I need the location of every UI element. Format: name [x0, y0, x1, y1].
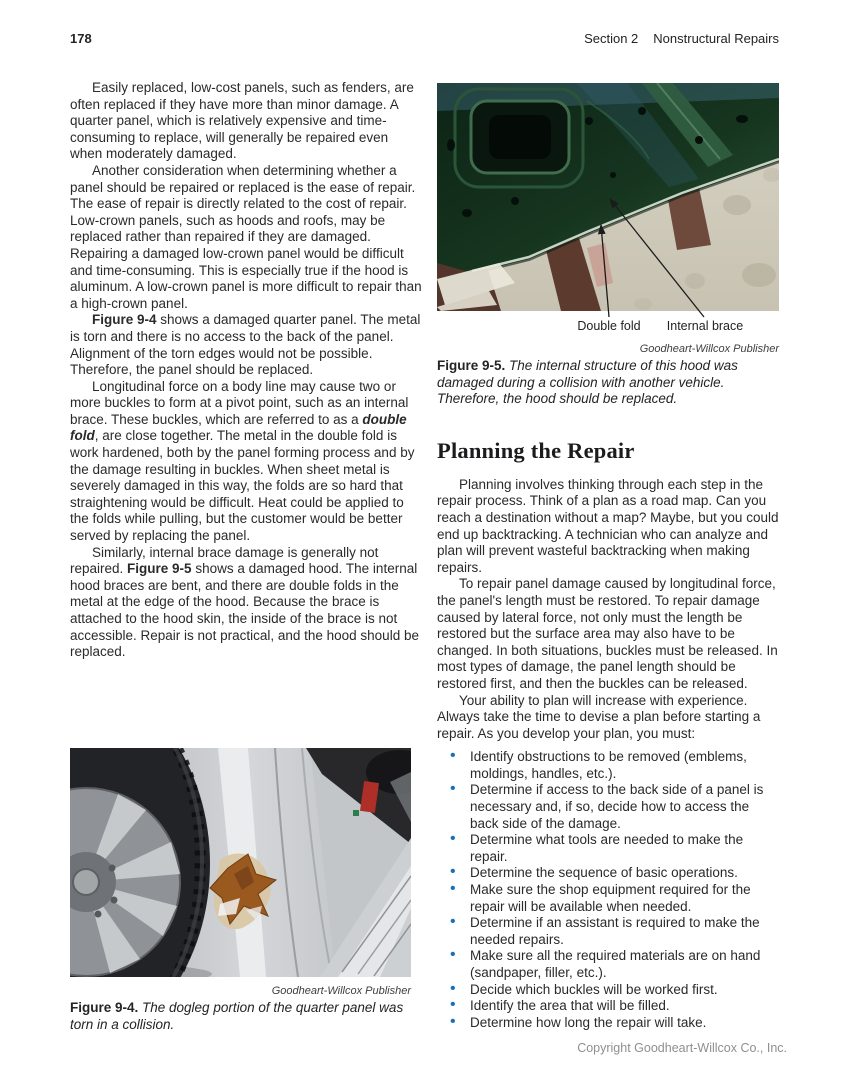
list-item: • Identify the area that will be filled.	[450, 998, 779, 1015]
list-item: • Determine the sequence of basic operations.	[450, 865, 779, 882]
paragraph: Longitudinal force on a body line may cause two or more buckles to form at a pivot point, such as an internal brace. These buckles, which are referred to as a double fold, are close together. The metal in the double fold is work hardened, both by the panel forming process and by the damage resulting in buckles. When sheet metal is severely damaged in this way, the folds are so hard that straightening would be difficult. Heat could be applied to the folds while pulling, but the customer would be better served by replacing the panel.	[70, 378, 415, 544]
page-header	[70, 31, 779, 46]
list-item: • Decide which buckles will be worked first.	[450, 982, 779, 999]
list-item: • Determine if access to the back side of a panel is necessary and, if so, decide how to access the back side of the damage.	[450, 782, 779, 832]
left-column	[70, 80, 422, 661]
list-item: • Determine what tools are needed to make the repair.	[450, 832, 779, 865]
figure-9-5	[437, 83, 779, 408]
paragraph: Your ability to plan will increase with experience. Always take the time to devise a plan before starting a repair. As you develop your plan, you must:	[437, 692, 761, 741]
caption-label: Figure 9-4.	[70, 1000, 139, 1015]
list-item: • Determine how long the repair will take.	[450, 1015, 779, 1032]
figure-9-4	[70, 748, 411, 1033]
hood-photo	[437, 83, 779, 335]
running-head	[584, 31, 779, 46]
list-item: • Identify obstructions to be removed (emblems, moldings, handles, etc.).	[450, 749, 779, 782]
figure-9-4-caption: Figure 9-4. The dogleg portion of the quarter panel was torn in a collision.	[70, 1000, 404, 1032]
paragraph: Planning involves thinking through each step in the repair process. Think of a plan as a road map. Can you reach a destination without a map? Maybe, but you could end up backtracking. A technician who can analyze and plan will prevent wasteful backtracking when making repairs.	[437, 476, 779, 575]
list-item: • Determine if an assistant is required to make the needed repairs.	[450, 915, 779, 948]
paragraph: Another consideration when determining whether a panel should be repaired or replaced is the ease of repair. The ease of repair is directly related to the cost of repair. Low-crown panels, such as hoods and roofs, may be replaced rather than repaired if they are damaged. Repairing a damaged low-crown panel would be difficult and time-consuming. This is especially true if the hood is aluminum. A low-crown panel is more difficult to repair than a high-crown panel.	[70, 162, 422, 311]
page-number: 178	[70, 31, 92, 46]
internal-brace-label: Internal brace	[666, 319, 744, 333]
planning-checklist	[437, 749, 779, 1031]
photo-credit: Goodheart-Willcox Publisher	[639, 343, 779, 355]
section-number: Section 2	[584, 31, 639, 46]
figure-9-5-caption: Figure 9-5. The internal structure of this hood was damaged during a collision with another vehicle. Therefore, the hood should be replaced.	[437, 358, 738, 407]
paragraph: Similarly, internal brace damage is generally not repaired. Figure 9-5 shows a damaged hood. The internal hood braces are bent, and there are double folds in the metal at the edge of the hood. Because the brace is attached to the hood skin, the inside of the brace is not accessible. Repair is not practical, and the hood should be replaced.	[70, 544, 419, 660]
double-fold-label: Double fold	[577, 319, 641, 333]
list-item: • Make sure the shop equipment required for the repair will be available when needed.	[450, 882, 779, 915]
right-column	[437, 83, 779, 1031]
figure-reference: Figure 9-5	[127, 561, 192, 577]
paragraph: Figure 9-4 shows a damaged quarter panel. The metal is torn and there is no access to the back of the panel. Alignment of the torn edges would not be possible. Therefore, the panel should be replaced.	[70, 312, 421, 378]
caption-label: Figure 9-5.	[437, 358, 506, 373]
photo-credit: Goodheart-Willcox Publisher	[271, 985, 411, 997]
paragraph: To repair panel damage caused by longitudinal force, the panel's length must be restored. To repair damage caused by lateral force, not only must the length be restored but the surface area may also have to be changed. In both situations, buckles must be released. In most types of damage, the panel length should be restored first, and then the buckles can be released.	[437, 576, 778, 691]
paragraph: Easily replaced, low-cost panels, such as fenders, are often replaced if they have more than minor damage. A quarter panel, which is relatively expensive and time-consuming to replace, will generally be repaired even when moderately damaged.	[70, 80, 414, 162]
quarter-panel-photo	[70, 748, 411, 977]
list-item: • Make sure all the required materials are on hand (sandpaper, filler, etc.).	[450, 948, 779, 981]
figure-reference: Figure 9-4	[92, 312, 157, 328]
section-title: Nonstructural Repairs	[653, 31, 779, 46]
section-heading: Planning the Repair	[437, 437, 635, 463]
key-term: double fold	[70, 411, 407, 444]
copyright-line: Copyright Goodheart-Willcox Co., Inc.	[577, 1041, 787, 1055]
